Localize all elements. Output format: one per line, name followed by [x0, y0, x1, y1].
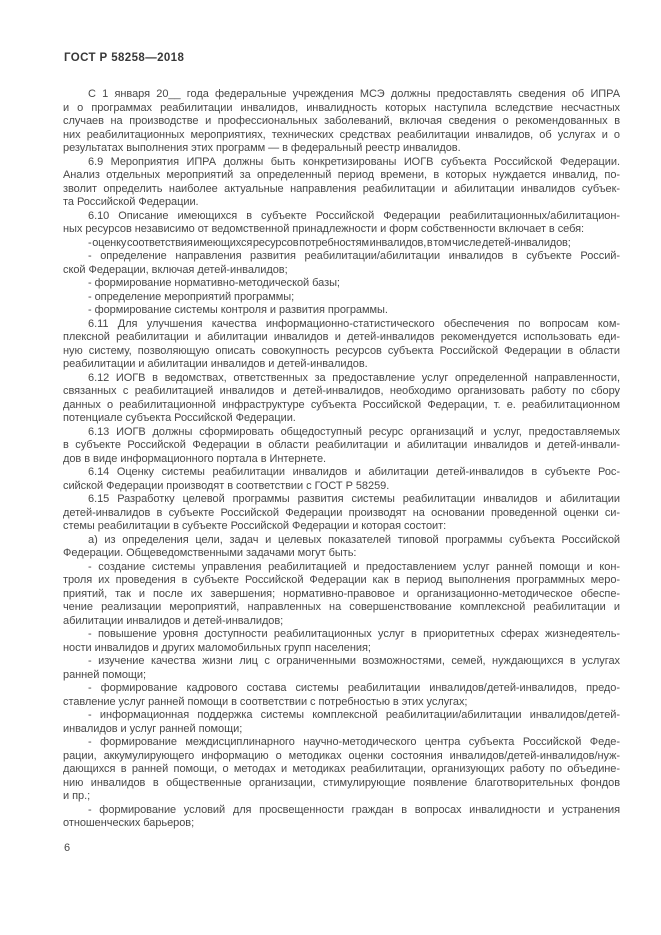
text-line: 6.13 ИОГВ должны сформировать общедоступный ресурс организаций и услуг, предоставляемых: [88, 425, 620, 438]
text-line: рации, аккумулирующего информацию о методиках оценки состояния инвалидов/детей-инвалидов/нуж-: [63, 749, 620, 762]
text-line: сийской Федерации производят в соответствии с ГОСТ Р 58259.: [63, 479, 390, 492]
text-line: троля их проведения в субъекте Российской Федерации как в период выполнения программных меро-: [63, 574, 620, 586]
text-line: 6.15 Разработку целевой программы развития системы реабилитации инвалидов и абилитации: [88, 493, 620, 505]
text-line: а) из определения цели, задач и целевых показателей типовой программы субъекта Российской: [88, 533, 620, 546]
text-line: плексной реабилитации и абилитации инвалидов и детей-инвалидов рекомендуется использовать еди-: [63, 331, 620, 343]
text-line: приятий, так и после их завершения; нормативно-правовое и организационно-методическое обеспе-: [63, 587, 620, 600]
document-body: [63, 88, 620, 831]
text-line: - повышение уровня доступности реабилитационных услуг в приоритетных сферах жизнедеятель-: [88, 628, 620, 640]
text-line: - оценку соответствия имеющихся ресурсов потребностям инвалидов, в том числе детей-инвалидов;: [88, 236, 571, 249]
text-line: и о программах реабилитации инвалидов, инвалидность которых наступила вследствие несчастных: [63, 101, 620, 114]
text-line: абилитации инвалидов и детей-инвалидов;: [63, 614, 284, 627]
text-line: - формирование нормативно-методической базы;: [88, 277, 340, 289]
text-line: в субъекте Российской Федерации в области реабилитации и абилитации инвалидов и детей-инвали-: [63, 439, 620, 451]
text-line: стемы реабилитации в субъекте Российской Федерации и которая состоит:: [63, 520, 447, 532]
text-line: - формирование условий для просвещенности граждан в вопросах инвалидности и устранения: [88, 803, 620, 816]
text-line: результатах выполнения этих программ — в федеральный реестр инвалидов.: [63, 142, 461, 154]
text-line: нию инвалидов в общественные организации, стимулирующие появление благотворительных фондов: [63, 776, 620, 789]
text-line: - определение мероприятий программы;: [88, 290, 295, 303]
text-line: отношенческих барьеров;: [63, 817, 195, 829]
text-line: инвалидов и услуг ранней помощи;: [63, 722, 243, 735]
text-line: чение реализации мероприятий, направленных на совершенствование комплексной реабилитации и: [63, 601, 620, 613]
text-line: Федерации. Общеведомственными задачами могут быть:: [63, 547, 357, 559]
text-line: 6.14 Оценку системы реабилитации инвалидов и абилитации детей-инвалидов в субъекте Рос-: [88, 466, 620, 478]
text-line: ставление услуг ранней помощи в соответствии с потребностью в этих услугах;: [63, 695, 468, 708]
text-line: ности инвалидов и других маломобильных групп населения;: [63, 641, 371, 654]
page-number: 6: [64, 842, 71, 854]
text-line: ранней помощи;: [63, 668, 147, 681]
text-line: 6.10 Описание имеющихся в субъекте Российской Федерации реабилитационных/абилитацион-: [88, 209, 620, 222]
text-line: связанных с реабилитацией инвалидов и детей-инвалидов, необходимо организовать работу по сбору: [63, 385, 620, 397]
text-line: - формирование системы контроля и развития программы.: [88, 304, 388, 316]
text-line: дающихся в ранней помощи, о методах и методиках реабилитации, организующих работу по объедине-: [63, 763, 620, 775]
text-line: ных ресурсов независимо от ведомственной принадлежности и форм собственности включает в себя:: [63, 223, 585, 235]
text-line: та Российской Федерации.: [63, 196, 199, 208]
text-line: - формирование междисциплинарного научно-методического центра субъекта Российской Феде-: [88, 736, 620, 748]
text-line: - определение направления развития реабилитации/абилитации инвалидов в субъекте Россий-: [88, 250, 620, 262]
text-line: - создание системы управления реабилитацией и предоставлением услуг ранней помощи и кон-: [88, 560, 620, 573]
document-header: ГОСТ Р 58258—2018: [64, 52, 185, 64]
text-line: ную систему, позволяющую описать совокупность ресурсов субъекта Российской Федерации в области: [63, 344, 620, 357]
text-line: дов в виде информационного портала в Интернете.: [63, 452, 327, 465]
text-line: детей-инвалидов в субъекте Российской Федерации производят на основании проведенной оценки си-: [63, 506, 620, 519]
text-line: - информационная поддержка системы комплексной реабилитации/абилитации инвалидов/детей-: [88, 709, 620, 721]
text-line: С 1 января 20__ года федеральные учреждения МСЭ должны предоставлять сведения об ИПРА: [88, 88, 620, 100]
text-line: них реабилитационных мероприятиях, технических средствах реабилитации инвалидов, об услугах и о: [63, 128, 620, 141]
text-line: ской Федерации, включая детей-инвалидов;: [63, 263, 288, 276]
text-line: 6.12 ИОГВ в ведомствах, ответственных за предоставление услуг определенной направленности,: [88, 371, 620, 384]
text-line: Анализ отдельных мероприятий за определенный период времени, в которых нуждается инвалид, по-: [63, 169, 620, 181]
text-line: данных о реабилитационной инфраструктуре субъекта Российской Федерации, т. е. реабилитационном: [63, 398, 620, 411]
text-line: 6.11 Для улучшения качества информационно-статистического обеспечения по вопросам ком-: [88, 317, 620, 330]
text-line: и пр.;: [63, 790, 91, 802]
text-line: потенциале субъекта Российской Федерации.: [63, 412, 296, 424]
text-line: - изучение качества жизни лиц с ограниченными возможностями, семей, нуждающихся в услугах: [88, 655, 620, 667]
text-line: случаев на производстве и профессиональных заболеваний, включая сведения о рекомендованных в: [63, 115, 620, 127]
text-line: 6.9 Мероприятия ИПРА должны быть конкретизированы ИОГВ субъекта Российской Федерации.: [88, 155, 620, 168]
text-line: зволит определить наиболее актуальные направления реабилитации и абилитации инвалидов субъек-: [63, 182, 620, 195]
text-line: - формирование кадрового состава системы реабилитации инвалидов/детей-инвалидов, предо-: [88, 682, 620, 694]
text-line: реабилитации и абилитации инвалидов и детей-инвалидов.: [63, 358, 368, 370]
